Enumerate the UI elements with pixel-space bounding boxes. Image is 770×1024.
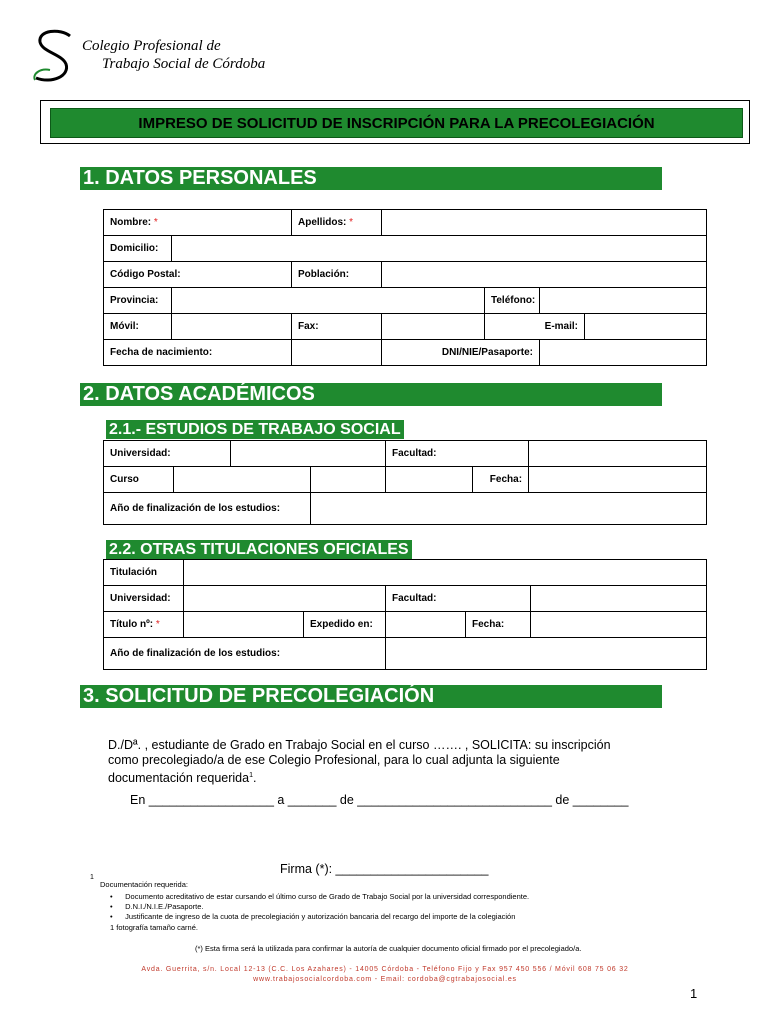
fecha-field[interactable]	[529, 467, 707, 493]
anio-fin-field[interactable]	[311, 493, 707, 525]
footnote-item: • Justificante de ingreso de la cuota de precolegiación y autorización bancaria del recargo del importe de la colegiación	[110, 912, 516, 921]
universidad-field[interactable]	[231, 441, 386, 467]
fax-label: Fax:	[292, 314, 382, 340]
footer-web: www.trabajosocialcordoba.com - Email: cordoba@cgtrabajosocial.es	[253, 976, 517, 983]
section-request-header: 3. SOLICITUD DE PRECOLEGIACIÓN	[80, 685, 662, 708]
section-personal-header: 1. DATOS PERSONALES	[80, 167, 662, 190]
titulacion-field[interactable]	[184, 560, 707, 586]
org-name-line2: Trabajo Social de Córdoba	[102, 56, 266, 72]
dni-field[interactable]	[540, 340, 707, 366]
provincia-field[interactable]	[172, 288, 485, 314]
domicilio-field[interactable]	[172, 236, 707, 262]
titulacion-label: Titulación	[104, 560, 184, 586]
facultad2-field[interactable]	[531, 586, 707, 612]
fecha-label: Fecha:	[473, 467, 529, 493]
fax-field[interactable]	[382, 314, 485, 340]
curso-field[interactable]	[174, 467, 311, 493]
footnote-number: 1	[90, 874, 94, 881]
facultad-label: Facultad:	[386, 441, 529, 467]
universidad-label: Universidad:	[104, 441, 231, 467]
facultad2-label: Facultad:	[386, 586, 531, 612]
facultad-field[interactable]	[529, 441, 707, 467]
titulo-field[interactable]	[184, 612, 304, 638]
fecha-nacimiento-field[interactable]	[292, 340, 382, 366]
fecha-nacimiento-label: Fecha de nacimiento:	[104, 340, 292, 366]
footnote-item: • Documento acreditativo de estar cursando el último curso de Grado de Trabajo Social por la universidad correspondiente.	[110, 892, 530, 901]
titulo-label: Título nº: *	[104, 612, 184, 638]
dni-label: DNI/NIE/Pasaporte:	[382, 340, 540, 366]
movil-field[interactable]	[172, 314, 292, 340]
curso-field-2[interactable]	[311, 467, 386, 493]
curso-label: Curso	[104, 467, 174, 493]
personal-data-table	[103, 209, 707, 366]
footnote-photo: 1 fotografía tamaño carné.	[110, 923, 198, 932]
poblacion-field[interactable]	[382, 262, 707, 288]
telefono-label: Teléfono:	[485, 288, 540, 314]
email-label: E-mail:	[485, 314, 585, 340]
nombre-label: Nombre: *	[104, 210, 292, 236]
request-paragraph: D./Dª. , estudiante de Grado en Trabajo Social en el curso ……. , SOLICITA: su inscripción como precolegiado/a de ese Colegio Profesional, para lo cual adjunta la siguiente documentación requerida$^1$.	[108, 738, 611, 786]
studies-table	[103, 440, 707, 525]
form-title: IMPRESO DE SOLICITUD DE INSCRIPCIÓN PARA LA PRECOLEGIACIÓN	[50, 108, 743, 138]
email-field[interactable]	[585, 314, 707, 340]
other-titles-subheader: 2.2. OTRAS TITULACIONES OFICIALES	[106, 540, 412, 559]
apellidos-field[interactable]	[382, 210, 707, 236]
footnote-item: • D.N.I./N.I.E./Pasaporte.	[110, 902, 204, 911]
curso-field-3[interactable]	[386, 467, 473, 493]
expedido-label: Expedido en:	[304, 612, 386, 638]
logo-icon	[30, 28, 80, 88]
footnote-heading: Documentación requerida:	[100, 880, 188, 889]
universidad2-label: Universidad:	[104, 586, 184, 612]
signature-note: (*) Esta firma será la utilizada para confirmar la autoría de cualquier documento oficial firmado por el precolegiado/a.	[195, 944, 582, 953]
footer-address: Avda. Guerrita, s/n. Local 12-13 (C.C. Los Azahares) - 14005 Córdoba - Teléfono Fijo y Fax 957 450 556 / Móvil 608 75 06 32	[141, 966, 629, 973]
studies-subheader: 2.1.- ESTUDIOS DE TRABAJO SOCIAL	[106, 420, 404, 439]
page-number: 1	[690, 986, 698, 1001]
movil-label: Móvil:	[104, 314, 172, 340]
footnote-list	[110, 892, 650, 922]
place-date-line: En __________________ a _______ de ____________________________ de ________	[130, 793, 629, 807]
telefono-field[interactable]	[540, 288, 707, 314]
anio-fin2-label: Año de finalización de los estudios:	[104, 638, 386, 670]
provincia-label: Provincia:	[104, 288, 172, 314]
fecha2-field[interactable]	[531, 612, 707, 638]
codigo-postal-label: Código Postal:	[104, 262, 292, 288]
org-name-line1: Colegio Profesional de	[82, 38, 221, 54]
signature-line: Firma (*): ______________________	[280, 862, 489, 876]
fecha2-label: Fecha:	[466, 612, 531, 638]
poblacion-label: Población:	[292, 262, 382, 288]
anio-fin-label: Año de finalización de los estudios:	[104, 493, 311, 525]
apellidos-label: Apellidos: *	[292, 210, 382, 236]
domicilio-label: Domicilio:	[104, 236, 172, 262]
other-titles-table	[103, 559, 707, 670]
universidad2-field[interactable]	[184, 586, 386, 612]
anio-fin2-field[interactable]	[386, 638, 707, 670]
expedido-field[interactable]	[386, 612, 466, 638]
section-academic-header: 2. DATOS ACADÉMICOS	[80, 383, 662, 406]
